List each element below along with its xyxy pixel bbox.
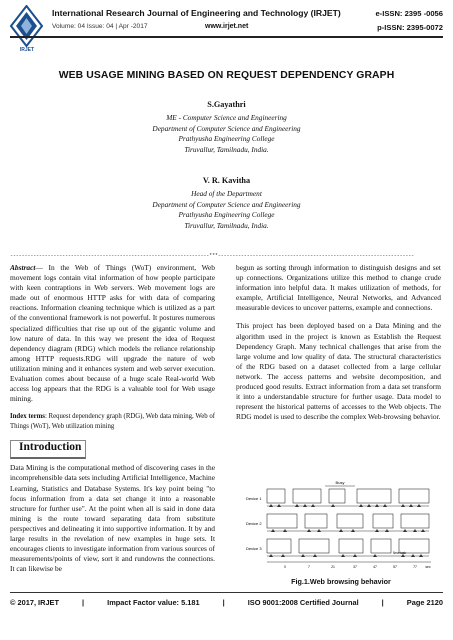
figure-tick-label: sec [425, 565, 431, 569]
web-browsing-figure [245, 478, 435, 570]
left-column [10, 263, 215, 582]
header-rule [10, 36, 443, 38]
right-paragraph-2: This project has been deployed based on a Data Mining and the algorithm used in the project is known as Establish the Request Dependency Graph. Many technical challenges that arise from the large volume and low quality of data. The structural characteristics of the RDG based on a dataset collected from a large cellular network. The access patterns and website decomposition, and produced good results. Extract information from a data set transform it into a understandable structure for further usage. Data model to represent the historical patterns of accesses to the Web objects. The RDG model is used to describe the complex Web-browsing behavior. [236, 321, 441, 422]
footer-iso: ISO 9001:2008 Certified Journal [247, 598, 359, 607]
figure-new-task-label: New task [393, 551, 407, 555]
figure-tick-label: 0 [284, 565, 286, 569]
figure-device-label: Device 1 [246, 496, 262, 501]
figure-tick-label: 77 [413, 565, 417, 569]
author-affiliation: ME - Computer Science and Engineering [166, 113, 287, 123]
index-terms [10, 412, 215, 431]
figure-caption: Fig.1.Web browsing behavior [291, 577, 391, 586]
logo-text: IRJET [19, 47, 35, 53]
author-name: V. R. Kavitha [202, 176, 251, 185]
footer-rule [10, 592, 443, 593]
author-affiliation: Prathyusha Engineering College [178, 134, 275, 144]
abstract [10, 263, 215, 404]
figure-device-label: Device 3 [246, 546, 262, 551]
author-1 [0, 100, 453, 155]
paper-title: WEB USAGE MINING BASED ON REQUEST DEPENDENCY GRAPH [58, 70, 395, 81]
footer-separator: | [222, 598, 225, 607]
index-terms-label: Index terms [10, 413, 45, 421]
author-2 [0, 176, 453, 231]
abstract-text: — In the Web of Things (WoT) environment, Web movement logs contain vital information of how people participate with keen contraptions in Web servers. Web movement logs are made out of enormous HTTP asks for with data of comparing reactions. Information cleaning technique which is utilized as a part of the conventional framework is not powerful. It postures numerous specialized difficulties that rise up out of the gigantic volume and low nature of data. In this way we present the idea of Request dependency diagram (RDG) which models the reliance relationship among HTTP requests.RDG will upgrade the nature of web utilization mining and it enhances system and web server execution. Evaluation comes about because of a huge scale Real-world Web access log appears that the RDG is a valuable tool for Web usage mining. [10, 263, 215, 404]
author-affiliation: Department of Computer Science and Engineering [152, 199, 301, 209]
figure-tick-label: 21 [331, 565, 335, 569]
figure-device-label: Device 2 [246, 521, 262, 526]
right-column [236, 263, 441, 430]
footer-separator: | [82, 598, 85, 607]
author-affiliation: Tiruvallur, Tamilnadu, India. [184, 220, 269, 230]
journal-header [0, 0, 453, 58]
intro-text: Data Mining is the computational method of discovering cases in the incomprehensible data sets including Artificial Intelligence, Machine Learning, Statistics and Database Systems. It's key point being "to focus information from a data set change it into a reasonable structure for further use". At the point when all is said in done data mining is the route toward separating data from substitute perspectives and delineating it into supportive information. It by and large results in the revelation of new examples in huge sets. It encourages clients to investigate information from various sources of measurements/points of view, sort it and rundowns the connections. It can likewise be [10, 463, 215, 574]
author-affiliation: Department of Computer Science and Engineering [152, 123, 301, 133]
journal-name: International Research Journal of Engineering and Technology (IRJET) [52, 8, 341, 18]
journal-website[interactable]: www.irjet.net [205, 23, 249, 30]
pissn: p-ISSN: 2395-0072 [377, 23, 443, 32]
figure-tick-label: 37 [353, 565, 357, 569]
intro-heading-box [10, 440, 86, 459]
eissn: e-ISSN: 2395 -0056 [375, 9, 443, 18]
footer-copyright: © 2017, IRJET [10, 598, 59, 607]
footer-separator: | [381, 598, 384, 607]
section-separator: ---------------------------------------------------------------------***-------------------------------------------------------------------- [10, 253, 414, 259]
intro-heading: Introduction [19, 441, 82, 454]
figure-top-label: Busy [335, 480, 345, 485]
author-name: S.Gayathri [207, 100, 246, 109]
author-affiliation: Tiruvallur, Tamilnadu, India. [184, 144, 269, 154]
footer-page-number: Page 2120 [406, 598, 443, 607]
figure-tick-label: 7 [308, 565, 310, 569]
index-terms-text: : Request dependency graph (RDG), Web data mining, Web of Things (WoT), Web utilization mining [10, 413, 215, 430]
footer-impact-factor: Impact Factor value: 5.181 [107, 598, 200, 607]
author-affiliation: Head of the Department [191, 189, 262, 199]
figure-tick-label: 47 [373, 565, 377, 569]
page-footer [10, 598, 443, 607]
irjet-logo [10, 5, 43, 47]
volume-issue: Volume: 04 Issue: 04 | Apr -2017 [52, 23, 148, 30]
abstract-label: Abstract [10, 263, 36, 272]
figure-tick-label: 57 [393, 565, 397, 569]
author-affiliation: Prathyusha Engineering College [178, 210, 275, 220]
right-paragraph-1: begun as sorting through information to distinguish designs and set up connections. Organizations utilize this method to change crude information into helpful data. It makes utilization of methods, for example, Artificial Intelligence, Neural Networks, and Advanced measurable devices to uncover patterns, example and connections. [236, 263, 441, 313]
